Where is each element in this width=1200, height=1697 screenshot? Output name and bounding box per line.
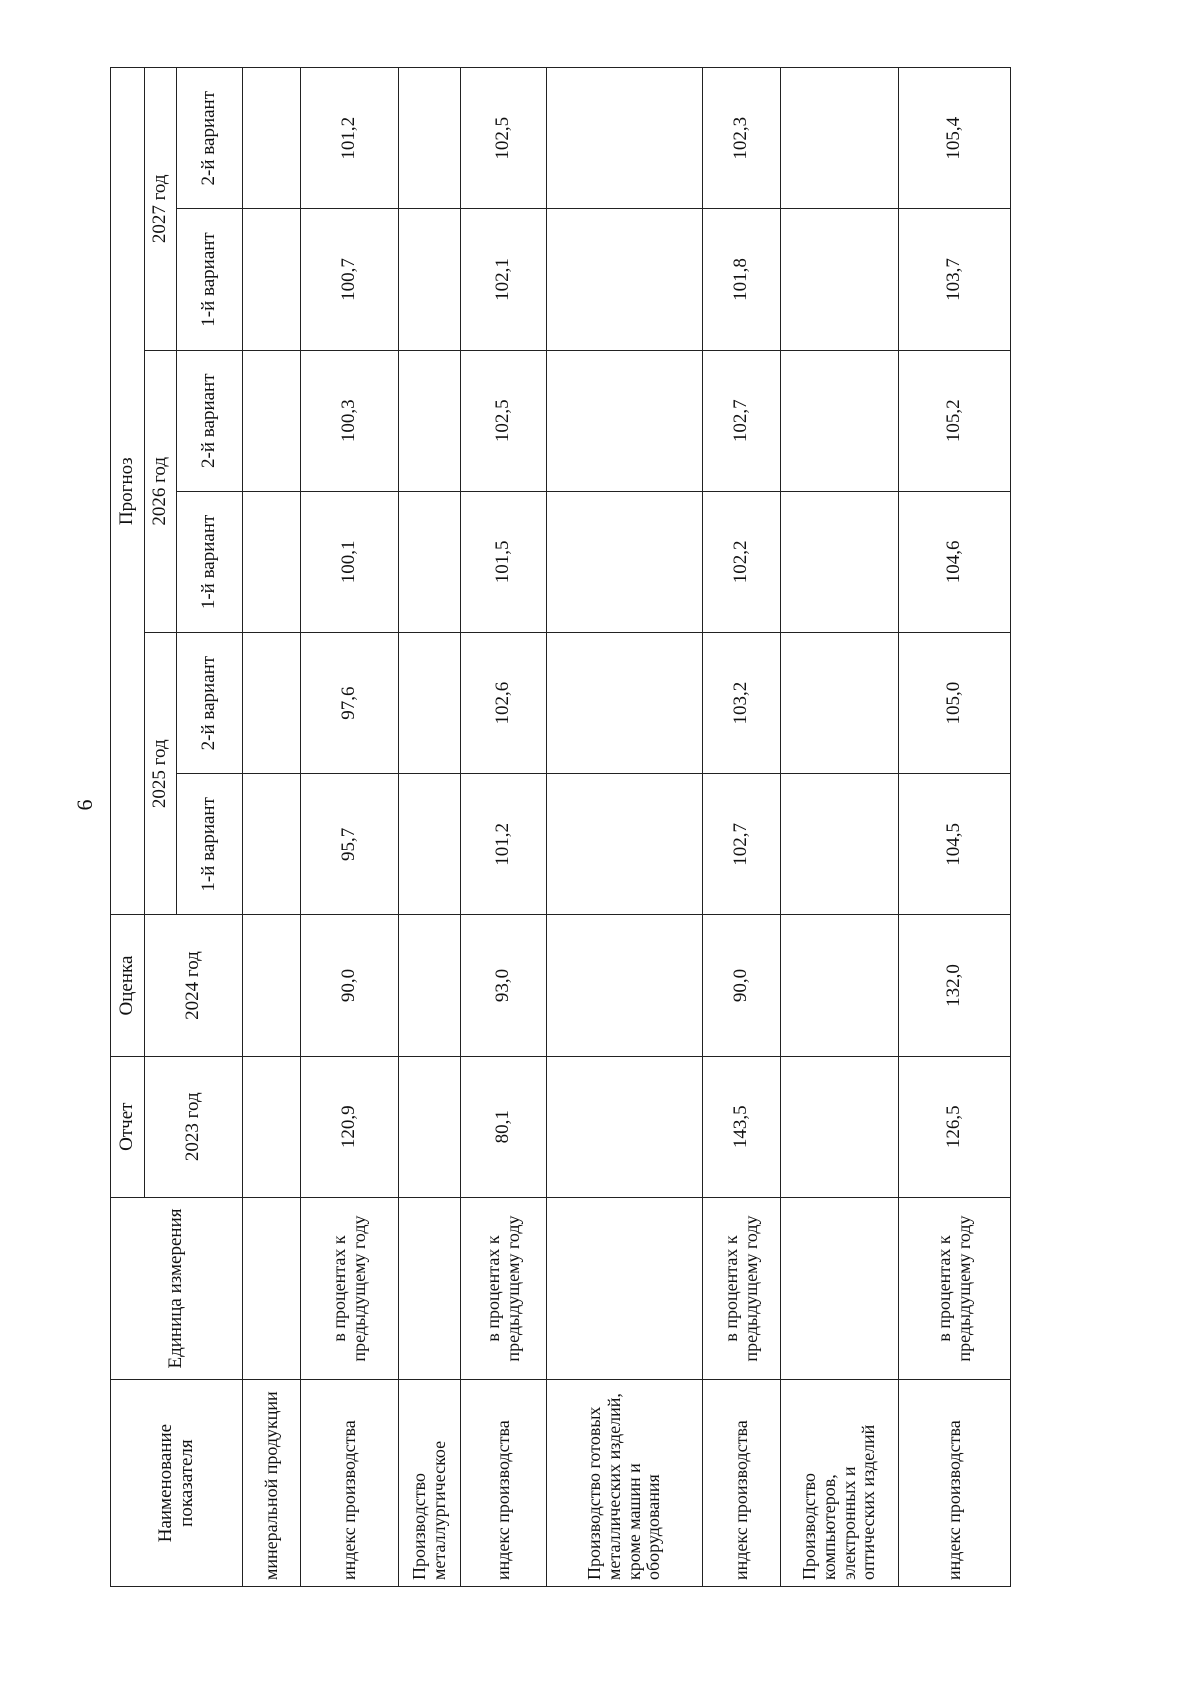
row-unit: [399, 1197, 461, 1379]
cell-2023: [781, 1056, 899, 1197]
header-estimate: Оценка: [111, 915, 145, 1056]
cell-2024: 90,0: [301, 915, 399, 1056]
header-year-2023: 2023 год: [145, 1056, 243, 1197]
cell-2026-v2: 102,5: [461, 350, 547, 491]
cell-2026-v2: [781, 350, 899, 491]
table-row: [399, 68, 461, 1587]
cell-2027-v1: [547, 209, 703, 350]
cell-2026-v1: [243, 491, 301, 632]
header-year-2025: 2025 год: [145, 633, 177, 915]
cell-2026-v1: 104,6: [899, 491, 1011, 632]
header-2026-variant-2: 2-й вариант: [177, 350, 243, 491]
table-row: [899, 68, 1011, 1587]
cell-2025-v1: [547, 774, 703, 915]
cell-2027-v2: [781, 68, 899, 209]
cell-2024: 132,0: [899, 915, 1011, 1056]
table-row: [781, 68, 899, 1587]
cell-2027-v1: [243, 209, 301, 350]
cell-2026-v2: [547, 350, 703, 491]
header-indicator: Наименование показателя: [111, 1380, 243, 1587]
row-unit: [547, 1197, 703, 1379]
cell-2026-v1: 101,5: [461, 491, 547, 632]
cell-2027-v1: 100,7: [301, 209, 399, 350]
cell-2026-v2: [243, 350, 301, 491]
row-unit: в процентах к предыдущему году: [301, 1197, 399, 1379]
cell-2027-v1: [399, 209, 461, 350]
cell-2027-v2: [399, 68, 461, 209]
table-row: [547, 68, 703, 1587]
row-unit: в процентах к предыдущему году: [899, 1197, 1011, 1379]
header-forecast: Прогноз: [111, 68, 145, 915]
rotated-table-sheet: [110, 67, 1010, 1587]
cell-2027-v2: 105,4: [899, 68, 1011, 209]
cell-2023: 120,9: [301, 1056, 399, 1197]
cell-2027-v2: [547, 68, 703, 209]
cell-2025-v1: 101,2: [461, 774, 547, 915]
cell-2023: 80,1: [461, 1056, 547, 1197]
cell-2027-v2: [243, 68, 301, 209]
cell-2025-v2: [399, 633, 461, 774]
cell-2025-v1: [399, 774, 461, 915]
cell-2024: [547, 915, 703, 1056]
cell-2025-v2: 102,6: [461, 633, 547, 774]
header-2027-variant-1: 1-й вариант: [177, 209, 243, 350]
header-year-2026: 2026 год: [145, 350, 177, 632]
header-2025-variant-2: 2-й вариант: [177, 633, 243, 774]
cell-2023: 143,5: [703, 1056, 781, 1197]
row-name: Производство металлургическое: [399, 1380, 461, 1587]
header-report: Отчет: [111, 1056, 145, 1197]
row-name: Производство готовых металлических изделий, кроме машин и оборудования: [547, 1380, 703, 1587]
cell-2025-v2: 97,6: [301, 633, 399, 774]
header-year-2024: 2024 год: [145, 915, 243, 1056]
row-name: индекс производства: [899, 1380, 1011, 1587]
cell-2027-v1: 103,7: [899, 209, 1011, 350]
cell-2023: [547, 1056, 703, 1197]
cell-2025-v1: 104,5: [899, 774, 1011, 915]
cell-2026-v1: [781, 491, 899, 632]
page-number: 6: [72, 799, 97, 811]
cell-2025-v2: [547, 633, 703, 774]
cell-2025-v2: 103,2: [703, 633, 781, 774]
row-unit: в процентах к предыдущему году: [703, 1197, 781, 1379]
row-name: Производство компьютеров, электронных и оптических изделий: [781, 1380, 899, 1587]
header-2027-variant-2: 2-й вариант: [177, 68, 243, 209]
cell-2027-v2: 102,3: [703, 68, 781, 209]
cell-2025-v2: 105,0: [899, 633, 1011, 774]
cell-2027-v2: 102,5: [461, 68, 547, 209]
cell-2026-v2: [399, 350, 461, 491]
row-name: минеральной продукции: [243, 1380, 301, 1587]
cell-2026-v1: 100,1: [301, 491, 399, 632]
cell-2025-v2: [781, 633, 899, 774]
cell-2023: [243, 1056, 301, 1197]
cell-2027-v2: 101,2: [301, 68, 399, 209]
row-name: индекс производства: [301, 1380, 399, 1587]
row-name: индекс производства: [703, 1380, 781, 1587]
cell-2024: [781, 915, 899, 1056]
cell-2025-v1: [781, 774, 899, 915]
header-year-2027: 2027 год: [145, 68, 177, 351]
cell-2026-v1: 102,2: [703, 491, 781, 632]
cell-2025-v1: 102,7: [703, 774, 781, 915]
table-row: [301, 68, 399, 1587]
cell-2026-v2: 105,2: [899, 350, 1011, 491]
table-row: [703, 68, 781, 1587]
cell-2023: 126,5: [899, 1056, 1011, 1197]
cell-2026-v1: [547, 491, 703, 632]
cell-2026-v2: 100,3: [301, 350, 399, 491]
cell-2024: 90,0: [703, 915, 781, 1056]
header-2025-variant-1: 1-й вариант: [177, 774, 243, 915]
cell-2027-v1: 102,1: [461, 209, 547, 350]
cell-2024: [243, 915, 301, 1056]
cell-2026-v2: 102,7: [703, 350, 781, 491]
row-name: индекс производства: [461, 1380, 547, 1587]
table-row: [461, 68, 547, 1587]
row-unit: [781, 1197, 899, 1379]
header-unit: Единица измерения: [111, 1197, 243, 1379]
header-2026-variant-1: 1-й вариант: [177, 491, 243, 632]
cell-2024: 93,0: [461, 915, 547, 1056]
cell-2025-v1: 95,7: [301, 774, 399, 915]
cell-2025-v1: [243, 774, 301, 915]
cell-2027-v1: 101,8: [703, 209, 781, 350]
table-row: [243, 68, 301, 1587]
forecast-table: [110, 67, 1011, 1587]
cell-2027-v1: [781, 209, 899, 350]
cell-2024: [399, 915, 461, 1056]
row-unit: [243, 1197, 301, 1379]
row-unit: в процентах к предыдущему году: [461, 1197, 547, 1379]
cell-2025-v2: [243, 633, 301, 774]
cell-2026-v1: [399, 491, 461, 632]
cell-2023: [399, 1056, 461, 1197]
